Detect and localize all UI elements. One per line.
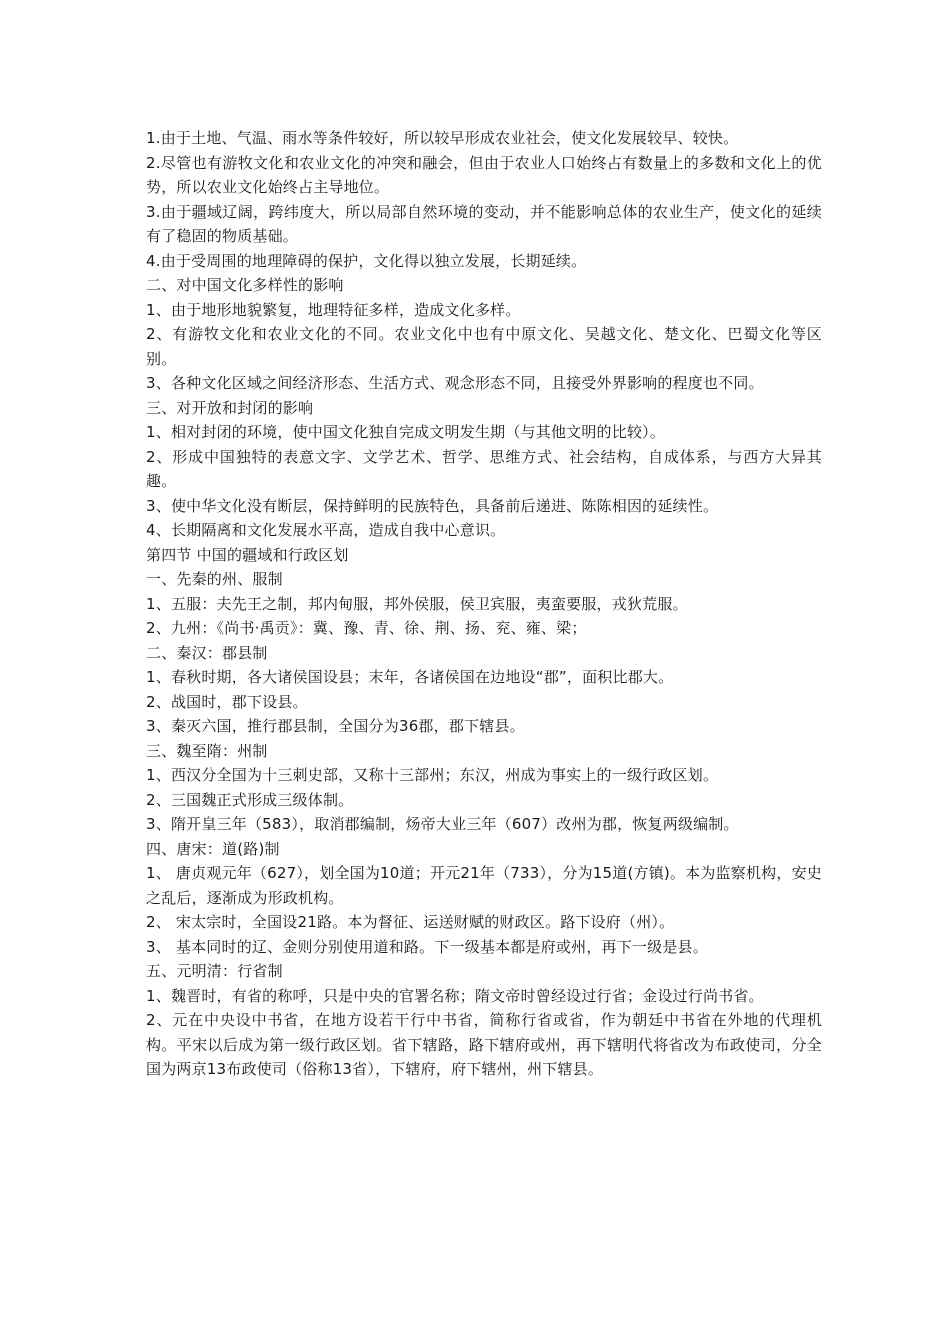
paragraph-6: 1、由于地形地貌繁复，地理特征多样，造成文化多样。 [146, 300, 521, 319]
section-heading-wei-sui: 三、魏至隋：州制 [146, 741, 268, 760]
paragraph-19: 1、春秋时期，各大诸侯国设县；末年，各诸侯国在边地设“郡”，面积比郡大。 [146, 668, 674, 686]
paragraph-23: 1、西汉分全国为十三刺史部，又称十三部州；东汉，州成为事实上的一级行政区划。 [146, 766, 719, 784]
paragraph-32: 2、元在中央设中书省，在地方设若干行中书省，简称行省或省，作为朝廷中书省在外地的代理机构。平宋以后成为第一级行政区划。省下辖路，路下辖府或州，再下辖明代将省改为布政使司，分全国为两京13布政使司（俗称13省），下辖府，府下辖州，州下辖县。 [146, 1011, 822, 1078]
section-heading-pre-qin: 一、先秦的州、服制 [146, 570, 283, 588]
paragraph-24: 2、三国魏正式形成三级体制。 [146, 790, 354, 809]
section-heading-tang-song: 四、唐宋：道(路)制 [146, 839, 280, 858]
paragraph-17: 2、九州：《尚书·禹贡》：冀、豫、青、徐、荆、扬、兖、雍、梁； [146, 619, 587, 637]
paragraph-25: 3、隋开皇三年（583），取消郡编制，炀帝大业三年（607）改州为郡，恢复两级编制。 [146, 815, 739, 833]
paragraph-1: 1.由于土地、气温、雨水等条件较好，所以较早形成农业社会，使文化发展较早、较快。 [146, 129, 739, 147]
paragraph-20: 2、战国时，郡下设县。 [146, 692, 308, 711]
document-page [146, 126, 822, 1082]
paragraph-29: 3、 基本同时的辽、金则分别使用道和路。下一级基本都是府或州，再下一级是县。 [146, 937, 708, 956]
section-heading-openness: 三、对开放和封闭的影响 [146, 398, 314, 417]
paragraph-13: 4、长期隔离和文化发展水平高，造成自我中心意识。 [146, 521, 506, 539]
paragraph-12: 3、使中华文化没有断层，保持鲜明的民族特色，具备前后递进、陈陈相因的延续性。 [146, 496, 719, 515]
paragraph-11: 2、形成中国独特的表意文字、文学艺术、哲学、思维方式、社会结构，自成体系，与西方大异其趣。 [146, 447, 822, 490]
paragraph-3: 3.由于疆域辽阔，跨纬度大，所以局部自然环境的变动，并不能影响总体的农业生产，使文化的延续有了稳固的物质基础。 [146, 202, 822, 245]
paragraph-21: 3、秦灭六国，推行郡县制，全国分为36郡，郡下辖县。 [146, 717, 525, 735]
paragraph-2: 2.尽管也有游牧文化和农业文化的冲突和融会，但由于农业人口始终占有数量上的多数和文化上的优势，所以农业文化始终占主导地位。 [146, 153, 822, 196]
paragraph-27: 1、 唐贞观元年（627），划全国为10道；开元21年（733），分为15道(方镇)。本为监察机构，安史之乱后，逐渐成为形政机构。 [146, 864, 822, 907]
paragraph-31: 1、魏晋时，有省的称呼，只是中央的官署名称；隋文帝时曾经设过行省；金设过行尚书省。 [146, 986, 764, 1005]
paragraph-8: 3、各种文化区域之间经济形态、生活方式、观念形态不同，且接受外界影响的程度也不同。 [146, 374, 764, 392]
paragraph-7: 2、有游牧文化和农业文化的不同。农业文化中也有中原文化、吴越文化、楚文化、巴蜀文化等区别。 [146, 325, 822, 368]
chapter-heading-section-4: 第四节 中国的疆域和行政区划 [146, 545, 349, 564]
section-heading-diversity: 二、对中国文化多样性的影响 [146, 276, 344, 294]
paragraph-28: 2、 宋太宗时，全国设21路。本为督征、运送财赋的财政区。路下设府（州）。 [146, 913, 675, 931]
section-heading-yuan-ming-qing: 五、元明清：行省制 [146, 962, 283, 980]
paragraph-16: 1、五服：夫先王之制，邦内甸服，邦外侯服，侯卫宾服，夷蛮要服，戎狄荒服。 [146, 594, 688, 613]
section-heading-qin-han: 二、秦汉：郡县制 [146, 643, 268, 662]
paragraph-4: 4.由于受周围的地理障碍的保护，文化得以独立发展，长期延续。 [146, 251, 587, 270]
paragraph-10: 1、相对封闭的环境，使中国文化独自完成文明发生期（与其他文明的比较）。 [146, 423, 666, 441]
